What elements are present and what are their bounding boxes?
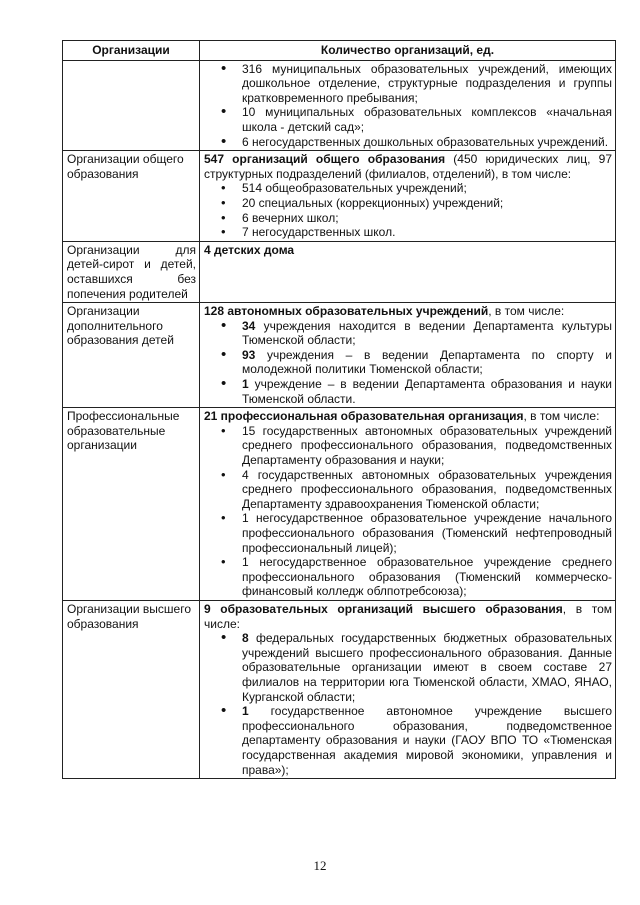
count-cell [200,303,616,408]
count-summary: 4 детских дома [204,242,295,257]
list-item: • 1 учреждение – в ведении Департамента образования и науки Тюменской области. [204,377,612,406]
org-cell: Организации общего образования [63,151,200,242]
bullet-list [204,62,612,150]
list-item: • 1 негосударственное образовательное учреждение среднего профессионального образования (Тюменский коммерческо-финансовый колледж облпотребсоюза); [204,555,612,599]
table-row [63,408,616,601]
org-cell: Организации для детей-сирот и детей, оставшихся без попечения родителей [63,241,200,302]
bullet-list [204,319,612,407]
bullet-list [204,181,612,239]
count-summary: 547 организаций общего образования (450 юридических лиц, 97 структурных подразделений (филиалов, отделений), в том числе: [204,152,612,181]
table-row [63,303,616,408]
count-cell [200,151,616,242]
count-summary: 21 профессиональная образовательная организация, в том числе: [204,409,600,424]
list-item: • 7 негосударственных школ. [204,225,612,240]
count-cell [200,408,616,601]
list-item: • 1 государственное автономное учреждение высшего профессионального образования, подведомственное департаменту образования и науки (ГАОУ ВПО ТО «Тюменская государственная академия мировой экономики, управления и права»); [204,704,612,777]
count-summary: 9 образовательных организаций высшего образования, в том числе: [204,601,612,631]
list-item: • 1 негосударственное образовательное учреждение начального профессионального образования (Тюменский нефтепроводный профессиональный лицей); [204,511,612,555]
count-cell [200,600,616,778]
count-cell [200,60,616,151]
count-cell [200,241,616,302]
list-item: • 93 учреждения – в ведении Департамента по спорту и молодежной политики Тюменской области; [204,348,612,377]
org-cell: Организации высшего образования [63,600,200,778]
table-row [63,151,616,242]
count-summary: 128 автономных образовательных учреждений, в том числе: [204,304,565,319]
list-item: • 34 учреждения находится в ведении Департамента культуры Тюменской области; [204,319,612,348]
page-number: 12 [313,858,327,873]
header-count: Количество организаций, ед. [200,41,616,61]
list-item: • 4 государственных автономных образовательных учреждения среднего профессионального образования, подведомственных Департаменту здравоохранения Тюменской области; [204,468,612,512]
header-organizations: Организации [63,41,200,61]
list-item: • 20 специальных (коррекционных) учреждений; [204,196,612,211]
bullet-list [204,631,612,777]
org-cell [63,60,200,151]
list-item: • 514 общеобразовательных учреждений; [204,181,612,196]
table-header-row [63,41,616,61]
org-cell: Профессиональные образовательные организации [63,408,200,601]
list-item: • 15 государственных автономных образовательных учреждений среднего профессионального образования, подведомственных Департаменту образования и науки; [204,424,612,468]
org-cell: Организации дополнительного образования детей [63,303,200,408]
table-row [63,241,616,302]
bullet-list [204,424,612,599]
organizations-table [62,40,616,779]
list-item: • 10 муниципальных образовательных комплексов «начальная школа - детский сад»; [204,105,612,134]
list-item: • 6 вечерних школ; [204,211,612,226]
table-row [63,600,616,778]
list-item: • 316 муниципальных образовательных учреждений, имеющих дошкольное отделение, структурные подразделения и группы кратковременного пребывания; [204,62,612,106]
list-item: • 6 негосударственных дошкольных образовательных учреждений. [204,135,612,150]
table-row [63,60,616,151]
list-item: • 8 федеральных государственных бюджетных образовательных учреждений высшего профессионального образования. Данные образовательные организации имеют в своем составе 27 филиалов на территории юга Тюменской области, ХМАО, ЯНАО, Курганской области; [204,631,612,704]
